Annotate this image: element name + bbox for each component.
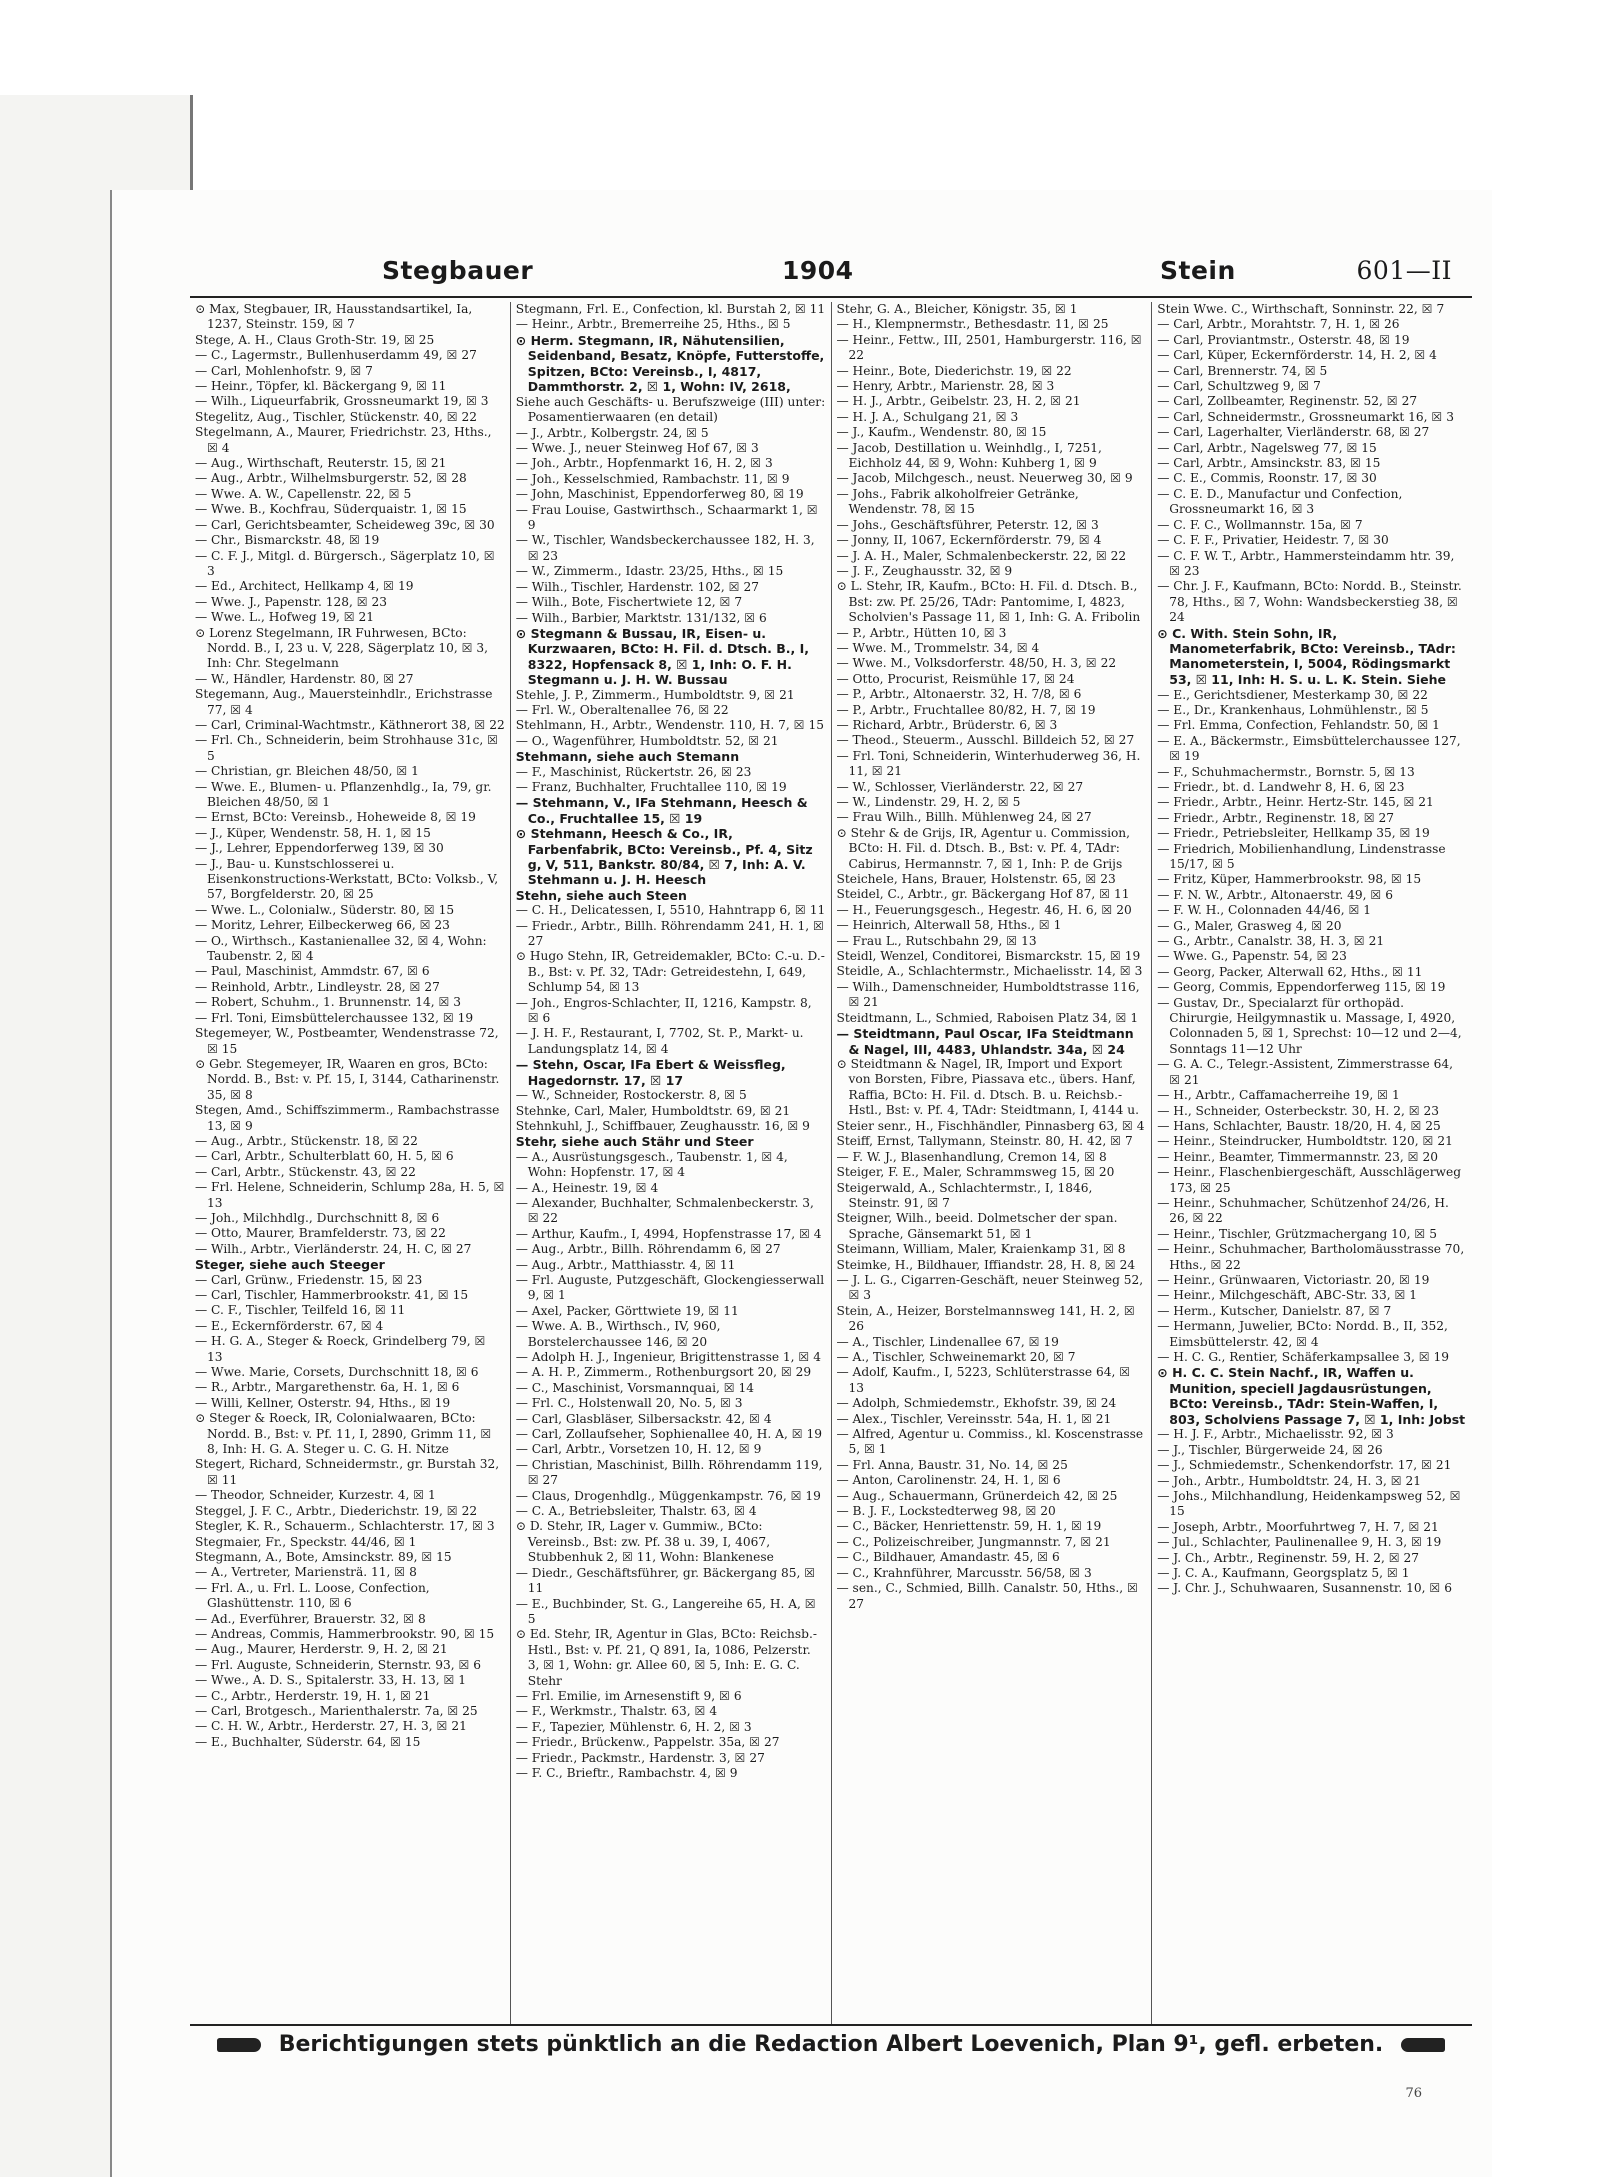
directory-entry: — C., Polizeischreiber, Jungmannstr. 7, ☒ 21 [836,1534,1111,1549]
directory-entry: Steigner, Wilh., beeid. Dolmetscher der span. Sprache, Gänsemarkt 51, ☒ 1 [836,1211,1118,1241]
directory-entry: — Wilh., Liqueurfabrik, Grossneumarkt 19, ☒ 3 [195,394,489,409]
directory-entry: — C., Arbtr., Herderstr. 19, H. 1, ☒ 21 [195,1688,431,1703]
directory-entry: — Friedr., Packmstr., Hardenstr. 3, ☒ 27 [515,1750,765,1765]
directory-entry: — Joh., Arbtr., Humboldtstr. 24, H. 3, ☒ 21 [1157,1473,1422,1488]
directory-entry: Steggel, J. F. C., Arbtr., Diederichstr. 19, ☒ 22 [195,1503,478,1518]
page-header [192,256,1472,296]
directory-entry: — A., Tischler, Lindenallee 67, ☒ 19 [836,1334,1059,1349]
directory-entry: — Andreas, Commis, Hammerbrookstr. 90, ☒ 15 [195,1626,495,1641]
directory-entry: — Steidtmann, Paul Oscar, IFa Steidtmann & Nagel, III, 4483, Uhlandstr. 34a, ☒ 24 [836,1026,1134,1057]
directory-entry: — Jacob, Milchgesch., neust. Neuerweg 30, ☒ 9 [836,471,1133,486]
directory-entry: — Frl. Auguste, Putzgeschäft, Glockengiesserwall 9, ☒ 1 [515,1272,825,1303]
directory-entry: — J. F., Zeughausstr. 32, ☒ 9 [836,563,1013,578]
directory-entry: — Frl. Anna, Baustr. 31, No. 14, ☒ 25 [836,1457,1068,1472]
directory-entry: ⊙ D. Stehr, IR, Lager v. Gummiw., BCto: Vereinsb., Bst: zw. Pf. 38 u. 39, I, 4067, Stubbenhuk 2, ☒ 11, Wohn: Blankenese [515,1519,774,1565]
directory-entry: — Wwe. J., Papenstr. 128, ☒ 23 [195,594,388,609]
directory-entry: — C., Lagermstr., Bullenhuserdamm 49, ☒ 27 [195,348,477,363]
directory-entry: ⊙ Steidtmann & Nagel, IR, Import und Export von Borsten, Fibre, Piassava etc., übers. Hanf, Raffia, BCto: H. Fil. d. Dtsch. B. u. Reichsb.-Hstl., Bst: v. Pf. 4, TAdr: Steidtmann, I, 4144 u. [836,1056,1139,1118]
directory-entry: — Carl, Mohlenhofstr. 9, ☒ 7 [195,363,373,378]
directory-entry: — R., Arbtr., Margarethenstr. 6a, H. 1, ☒ 6 [195,1380,460,1395]
directory-entry: — Otto, Maurer, Bramfelderstr. 73, ☒ 22 [195,1226,446,1241]
header-rule [190,296,1472,298]
directory-entry: Stegert, Richard, Schneidermstr., gr. Burstah 32, ☒ 11 [195,1457,500,1487]
directory-entry: — Frau Louise, Gastwirthsch., Schaarmarkt 1, ☒ 9 [515,502,818,533]
footer-notice [190,2032,1472,2068]
directory-entry: — Wwe. M., Trommelstr. 34, ☒ 4 [836,640,1040,655]
directory-entry: — Carl, Arbtr., Nagelsweg 77, ☒ 15 [1157,440,1377,455]
directory-entry: — Carl, Gerichtsbeamter, Scheideweg 39c, ☒ 30 [195,517,495,532]
header-year: 1904 [782,256,854,285]
directory-entry: Steichele, Hans, Brauer, Holstenstr. 65, ☒ 23 [836,872,1116,887]
directory-entry: — A. H. P., Zimmerm., Rothenburgsort 20, ☒ 29 [515,1365,812,1380]
directory-entry: ⊙ H. C. C. Stein Nachf., IR, Waffen u. Munition, speciell Jagdausrüstungen, BCto: Vereinsb., TAdr: Stein-Waffen, I, 803, Scholviens Passage 7, ☒ 1, Inh: Jobst [1157,1365,1466,1427]
header-left-name: Stegbauer [382,256,534,285]
directory-entry: Steimann, William, Maler, Kraienkamp 31, ☒ 8 [836,1242,1126,1257]
directory-entry: — John, Maschinist, Eppendorferweg 80, ☒ 19 [515,487,804,502]
pointing-hand-icon [1401,2038,1445,2052]
directory-entry: — Heinr., Grünwaaren, Victoriastr. 20, ☒ 19 [1157,1272,1430,1287]
directory-entry: — C., Krahnführer, Marcusstr. 56/58, ☒ 3 [836,1565,1092,1580]
directory-entry: — C., Bäcker, Henriettenstr. 59, H. 1, ☒ 19 [836,1519,1102,1534]
directory-entry: ⊙ L. Stehr, IR, Kaufm., BCto: H. Fil. d. Dtsch. B., Bst: zw. Pf. 25/26, TAdr: Pantomime, I, 4823, Scholvien's Passage 11, ☒ 1, Inh: G. A. Fribolin [836,579,1141,625]
directory-entry: — J. H. F., Restaurant, I, 7702, St. P., Markt- u. Landungsplatz 14, ☒ 4 [515,1026,804,1056]
directory-entry: — E., Buchhalter, Süderstr. 64, ☒ 15 [195,1734,421,1749]
directory-entry: — Frau Wilh., Billh. Mühlenweg 24, ☒ 27 [836,810,1092,825]
directory-entry: — Carl, Brennerstr. 74, ☒ 5 [1157,363,1328,378]
directory-entry: — E. A., Bäckermstr., Eimsbüttelerchaussee 127, ☒ 19 [1157,733,1461,764]
directory-entry: — Axel, Packer, Görttwiete 19, ☒ 11 [515,1303,739,1318]
directory-entry: ⊙ Gebr. Stegemeyer, IR, Waaren en gros, BCto: Nordd. B., Bst: v. Pf. 15, I, 3144, Catharinenstr. 35, ☒ 8 [195,1056,500,1102]
directory-entry: — sen., C., Schmied, Billh. Canalstr. 50, Hths., ☒ 27 [836,1581,1138,1611]
directory-entry: — Wwe. B., Kochfrau, Süderquaistr. 1, ☒ 15 [195,502,467,517]
directory-entry: — Carl, Arbtr., Stückenstr. 43, ☒ 22 [195,1164,416,1179]
directory-entry: — Wilh., Arbtr., Vierländerstr. 24, H. C, ☒ 27 [195,1241,472,1256]
directory-entry: — Aug., Schauermann, Grünerdeich 42, ☒ 25 [836,1488,1118,1503]
directory-entry: — Heinr., Schuhmacher, Schützenhof 24/26, H. 26, ☒ 22 [1157,1195,1449,1226]
directory-entry: Steigerwald, A., Schlachtermstr., I, 1846, Steinstr. 91, ☒ 7 [836,1180,1093,1210]
directory-entry: — E., Gerichtsdiener, Mesterkamp 30, ☒ 22 [1157,687,1428,702]
directory-entry: — Friedrich, Mobilienhandlung, Lindenstrasse 15/17, ☒ 5 [1157,841,1446,871]
directory-entry: Stehr, siehe auch Stähr und Steer [515,1134,754,1150]
directory-entry: — J., Arbtr., Kolbergstr. 24, ☒ 5 [515,425,709,440]
directory-entry: ⊙ Hugo Stehn, IR, Getreidemakler, BCto: C.-u. D.-B., Bst: v. Pf. 32, TAdr: Getreidestehn, I, 649, Schlump 54, ☒ 13 [515,949,825,995]
directory-entry: Stehnke, Carl, Maler, Humboldtstr. 69, ☒ 21 [515,1103,791,1118]
directory-entry: Steimke, H., Bildhauer, Iffiandstr. 28, H. 8, ☒ 24 [836,1257,1136,1272]
directory-entry: Siehe auch Geschäfts- u. Berufszweige (III) unter: Posamentierwaaren (en detail) [515,394,826,425]
directory-entry: — Carl, Arbtr., Vorsetzen 10, H. 12, ☒ 9 [515,1442,762,1457]
directory-entry: Stege, A. H., Claus Groth-Str. 19, ☒ 25 [195,332,435,347]
directory-entry: — Georg, Commis, Eppendorferweg 115, ☒ 19 [1157,980,1446,995]
pointing-hand-icon [217,2038,261,2052]
directory-entry: — A., Tischler, Schweinemarkt 20, ☒ 7 [836,1350,1076,1364]
header-page-number: 601—II [1356,256,1452,285]
directory-entry: — Robert, Schuhm., 1. Brunnenstr. 14, ☒ 3 [195,995,462,1010]
directory-entry: — A., Vertreter, Mariensträ. 11, ☒ 8 [195,1565,417,1580]
directory-entry: — W., Schlosser, Vierländerstr. 22, ☒ 27 [836,779,1084,794]
directory-entry: — Carl, Grünw., Friedenstr. 15, ☒ 23 [195,1272,423,1287]
directory-entry: — Heinr., Tischler, Grützmachergang 10, ☒ 5 [1157,1226,1437,1241]
directory-entry: — Joh., Arbtr., Hopfenmarkt 16, H. 2, ☒ 3 [515,456,773,471]
directory-entry: — E., Buchbinder, St. G., Langereihe 65, H. A, ☒ 5 [515,1596,816,1626]
column-3 [831,302,1152,2024]
directory-entry: — Joh., Milchhdlg., Durchschnitt 8, ☒ 6 [195,1210,440,1225]
footer-text: Berichtigungen stets pünktlich an die Redaction Albert Loevenich, Plan 9¹, gefl. erbeten. [278,2032,1384,2057]
directory-entry: — C., Maschinist, Vorsmannquai, ☒ 14 [515,1380,755,1395]
directory-entry: — Carl, Arbtr., Morahtstr. 7, H. 1, ☒ 26 [1157,317,1400,332]
directory-entry: — Alfred, Agentur u. Commiss., kl. Koscenstrasse 5, ☒ 1 [836,1427,1144,1457]
directory-entry: — Johs., Geschäftsführer, Peterstr. 12, ☒ 3 [836,517,1099,532]
directory-entry: — Gustav, Dr., Specialarzt für orthopäd. Chirurgie, Heilgymnastik u. Massage, I, 4920, Colonnaden 5, ☒ 1, Sprechst: 10—12 und 2—4, Sonntags 11—12 Uhr [1157,995,1462,1056]
directory-entry: — Friedr., Arbtr., Reginenstr. 18, ☒ 27 [1157,810,1394,825]
directory-entry: ⊙ Stehmann, Heesch & Co., IR, Farbenfabrik, BCto: Vereinsb., Pf. 4, Sitz g, V, 511, Bankstr. 80/84, ☒ 7, Inh: A. V. Stehmann u. J. H. Heesch [515,826,813,888]
directory-entry: — Wwe. A. W., Capellenstr. 22, ☒ 5 [195,486,412,501]
directory-entry: — Friedr., bt. d. Landwehr 8, H. 6, ☒ 23 [1157,779,1405,794]
directory-entry: — Joseph, Arbtr., Moorfuhrtweg 7, H. 7, ☒ 21 [1157,1519,1439,1534]
directory-entry: — Heinr., Bote, Diederichstr. 19, ☒ 22 [836,363,1072,378]
directory-entry: — Jacob, Destillation u. Weinhdlg., I, 7251, Eichholz 44, ☒ 9, Wohn: Kuhberg 1, ☒ 9 [836,440,1102,471]
directory-entry: — Frl. A., u. Frl. L. Loose, Confection, Glashüttenstr. 110, ☒ 6 [195,1580,430,1611]
directory-entry: — J. A. H., Maler, Schmalenbeckerstr. 22, ☒ 22 [836,548,1127,563]
directory-entry: — Wwe. J., neuer Steinweg Hof 67, ☒ 3 [515,441,759,456]
directory-entry: — F., Tapezier, Mühlenstr. 6, H. 2, ☒ 3 [515,1719,752,1734]
directory-entry: — Carl, Zollbeamter, Reginenstr. 52, ☒ 27 [1157,394,1418,409]
directory-entry: — Franz, Buchhalter, Fruchtallee 110, ☒ 19 [515,779,787,794]
directory-entry: — Frau L., Rutschbahn 29, ☒ 13 [836,933,1037,948]
directory-entry: — Carl, Küper, Eckernförderstr. 14, H. 2, ☒ 4 [1157,348,1437,363]
directory-entry: — Carl, Proviantmstr., Osterstr. 48, ☒ 19 [1157,332,1410,347]
directory-entry: ⊙ Stegmann & Bussau, IR, Eisen- u. Kurzwaaren, BCto: H. Fil. d. Dtsch. B., I, 8322, Hopfensack 8, ☒ 1, Inh: O. F. H. Stegmann u. J. H. W. Bussau [515,625,810,688]
directory-entry: — J., Kaufm., Wendenstr. 80, ☒ 15 [836,425,1047,440]
header-right-name: Stein [1160,256,1236,285]
directory-entry: — F. W. J., Blasenhandlung, Cremon 14, ☒ 8 [836,1149,1107,1164]
directory-entry: — Frl. Auguste, Schneiderin, Sternstr. 93, ☒ 6 [195,1657,482,1672]
directory-entry: — Frl. Ch., Schneiderin, beim Strohhause 31c, ☒ 5 [195,733,499,763]
directory-entry: — F. C., Brieftr., Rambachstr. 4, ☒ 9 [515,1765,738,1780]
directory-entry: — Carl, Brotgesch., Marienthalerstr. 7a, ☒ 25 [195,1703,478,1718]
directory-entry: — F. N. W., Arbtr., Altonaerstr. 49, ☒ 6 [1157,887,1393,902]
directory-entry: Stegen, Amd., Schiffszimmerm., Rambachstrasse 13, ☒ 9 [195,1103,500,1133]
directory-entry: Stehle, J. P., Zimmerm., Humboldtstr. 9, ☒ 21 [515,687,795,702]
directory-entry: — Fritz, Küper, Hammerbrookstr. 98, ☒ 15 [1157,872,1422,887]
directory-entry: ⊙ C. With. Stein Sohn, IR, Manometerfabrik, BCto: Vereinsb., TAdr: Manometerstein, I, 5004, Rödingsmarkt 53, ☒ 11, Inh: H. S. u. L. K. Stein. Siehe [1157,625,1456,687]
directory-entry: — Frl. Toni, Eimsbüttelerchaussee 132, ☒ 19 [195,1010,474,1025]
directory-entry: — P., Arbtr., Altonaerstr. 32, H. 7/8, ☒ 6 [836,687,1082,702]
directory-entry: — Adolph, Schmiedemstr., Ekhofstr. 39, ☒ 24 [836,1396,1117,1411]
directory-entry: — Christian, gr. Bleichen 48/50, ☒ 1 [195,764,419,779]
directory-entry: — Alexander, Buchhalter, Schmalenbeckerstr. 3, ☒ 22 [515,1195,814,1226]
directory-entry: — Heinr., Arbtr., Bremerreihe 25, Hths., ☒ 5 [515,317,791,332]
column-1 [190,302,510,2024]
directory-entry: Stehmann, siehe auch Stemann [515,749,740,765]
directory-entry: — Heinr., Steindrucker, Humboldtstr. 120, ☒ 21 [1157,1134,1453,1149]
directory-entry: — C. E. D., Manufactur und Confection, Grossneumarkt 16, ☒ 3 [1157,486,1403,517]
directory-entry: — J., Küper, Wendenstr. 58, H. 1, ☒ 15 [195,825,431,840]
directory-entry: — Heinr., Flaschenbiergeschäft, Ausschlägerweg 173, ☒ 25 [1157,1165,1462,1195]
directory-entry: — Anton, Carolinenstr. 24, H. 1, ☒ 6 [836,1473,1061,1488]
directory-entry: — C. F. F., Privatier, Heidestr. 7, ☒ 30 [1157,533,1389,548]
directory-entry: — Carl, Arbtr., Schulterblatt 60, H. 5, ☒ 6 [195,1149,454,1164]
directory-entry: — Carl, Lagerhalter, Vierländerstr. 68, ☒ 27 [1157,425,1430,440]
directory-entry: — Wwe. L., Hofweg 19, ☒ 21 [195,610,375,625]
directory-entry: — Frl. Helene, Schneiderin, Schlump 28a, H. 5, ☒ 13 [195,1180,505,1210]
directory-entry: — Aug., Maurer, Herderstr. 9, H. 2, ☒ 21 [195,1642,448,1657]
directory-entry: Stehnkuhl, J., Schiffbauer, Zeughausstr. 16, ☒ 9 [515,1118,810,1133]
directory-entry: — P., Arbtr., Hütten 10, ☒ 3 [836,625,1007,640]
directory-entry: — O., Wagenführer, Humboldtstr. 52, ☒ 21 [515,733,779,748]
directory-entry: — Wilh., Barbier, Marktstr. 131/132, ☒ 6 [515,610,767,625]
directory-entry: — Arthur, Kaufm., I, 4994, Hopfenstrasse 17, ☒ 4 [515,1226,822,1241]
directory-entry: — W., Tischler, Wandsbeckerchaussee 182, H. 3, ☒ 23 [515,533,815,563]
directory-entry: — Aug., Wirthschaft, Reuterstr. 15, ☒ 21 [195,456,447,471]
directory-entry: — Friedr., Petriebsleiter, Hellkamp 35, ☒ 19 [1157,826,1430,841]
directory-entry: Steidl, Wenzel, Conditorei, Bismarckstr. 15, ☒ 19 [836,949,1141,964]
directory-entry: — G. A. C., Telegr.-Assistent, Zimmerstrasse 64, ☒ 21 [1157,1057,1454,1087]
directory-entry: Stegmann, A., Bote, Amsinckstr. 89, ☒ 15 [195,1549,452,1564]
directory-entry: — C. F., Tischler, Teilfeld 16, ☒ 11 [195,1303,406,1318]
directory-entry: Steiger, F. E., Maler, Schrammsweg 15, ☒ 20 [836,1165,1115,1180]
directory-entry: Stegmaier, Fr., Speckstr. 44/46, ☒ 1 [195,1534,417,1549]
directory-entry: — H., Klempnermstr., Bethesdastr. 11, ☒ 25 [836,317,1109,332]
directory-entry: — H., Feuerungsgesch., Hegestr. 46, H. 6, ☒ 20 [836,902,1132,917]
directory-entry: ⊙ Steger & Roeck, IR, Colonialwaaren, BCto: Nordd. B., Bst: v. Pf. 11, I, 2890, Grimm 11, ☒ 8, Inh: H. G. A. Steger u. C. G. H. Nitze [195,1411,492,1457]
directory-entry: — E., Dr., Krankenhaus, Lohmühlenstr., ☒ 5 [1157,702,1429,717]
directory-entry: — W., Händler, Hardenstr. 80, ☒ 27 [195,671,414,686]
directory-entry: Stegelmann, A., Maurer, Friedrichstr. 23, Hths., ☒ 4 [195,425,492,455]
directory-entry: — J. L. G., Cigarren-Geschäft, neuer Steinweg 52, ☒ 3 [836,1272,1144,1303]
directory-entry: Steiff, Ernst, Tallymann, Steinstr. 80, H. 42, ☒ 7 [836,1134,1133,1149]
directory-entry: Steger, siehe auch Steeger [195,1257,385,1273]
directory-entry: Stegelitz, Aug., Tischler, Stückenstr. 40, ☒ 22 [195,409,478,424]
directory-entry: — H., Schneider, Osterbeckstr. 30, H. 2, ☒ 23 [1157,1103,1440,1118]
column-4 [1151,302,1472,2024]
directory-entry: — C. A., Betriebsleiter, Thalstr. 63, ☒ 4 [515,1504,757,1519]
directory-entry: — Stehmann, V., IFa Stehmann, Heesch & Co., Fruchtallee 15, ☒ 19 [515,795,808,826]
directory-entry: — Wwe., A. D. S., Spitalerstr. 33, H. 13, ☒ 1 [195,1673,467,1688]
directory-entry: — Friedr., Arbtr., Heinr. Hertz-Str. 145, ☒ 21 [1157,795,1434,810]
directory-entry: — C., Bildhauer, Amandastr. 45, ☒ 6 [836,1550,1060,1565]
directory-entry: Stehlmann, H., Arbtr., Wendenstr. 110, H. 7, ☒ 15 [515,718,824,733]
directory-entry: — Stehn, Oscar, IFa Ebert & Weissfleg, Hagedornstr. 17, ☒ 17 [515,1057,786,1088]
directory-entry: — Richard, Arbtr., Brüderstr. 6, ☒ 3 [836,717,1058,732]
directory-entry: — Wwe. L., Colonialw., Süderstr. 80, ☒ 15 [195,902,455,917]
directory-entry: Stehr, G. A., Bleicher, Königstr. 35, ☒ 1 [836,302,1078,316]
directory-entry: — Heinr., Fettw., III, 2501, Hamburgerstr. 116, ☒ 22 [836,332,1142,363]
directory-entry: — Carl, Glasbläser, Silbersackstr. 42, ☒ 4 [515,1411,772,1426]
directory-entry: — H. J., Arbtr., Geibelstr. 23, H. 2, ☒ 21 [836,394,1081,409]
directory-entry: — Aug., Arbtr., Billh. Röhrendamm 6, ☒ 27 [515,1242,781,1257]
directory-entry: — Adolph H. J., Ingenieur, Brigittenstrasse 1, ☒ 4 [515,1350,821,1364]
directory-entry: Stein Wwe. C., Wirthschaft, Sonninstr. 22, ☒ 7 [1157,302,1445,316]
directory-entry: — Paul, Maschinist, Ammdstr. 67, ☒ 6 [195,964,430,979]
directory-entry: — Aug., Arbtr., Stückenstr. 18, ☒ 22 [195,1133,418,1148]
directory-entry: — Adolf, Kaufm., I, 5223, Schlüterstrasse 64, ☒ 13 [836,1365,1131,1395]
directory-entry: — C. F. C., Wollmannstr. 15a, ☒ 7 [1157,517,1363,532]
directory-entry: — A., Ausrüstungsgesch., Taubenstr. 1, ☒ 4, Wohn: Hopfenstr. 17, ☒ 4 [515,1149,788,1180]
directory-entry: — Frl. Emilie, im Arnesenstift 9, ☒ 6 [515,1688,742,1703]
directory-entry: — Wilh., Damenschneider, Humboldtstrasse 116, ☒ 21 [836,979,1140,1010]
directory-entry: — Chr., Bismarckstr. 48, ☒ 19 [195,533,380,548]
directory-entry: — Joh., Kesselschmied, Rambachstr. 11, ☒ 9 [515,471,790,486]
directory-entry: — Aug., Arbtr., Wilhelmsburgerstr. 52, ☒ 28 [195,471,467,486]
directory-page [112,190,1492,2177]
column-2 [510,302,831,2024]
directory-entry: — H. J. A., Schulgang 21, ☒ 3 [836,409,1019,424]
directory-entry: — F., Schuhmachermstr., Bornstr. 5, ☒ 13 [1157,764,1415,779]
directory-entry: — Diedr., Geschäftsführer, gr. Bäckergang 85, ☒ 11 [515,1565,816,1596]
directory-entry: — C. E., Commis, Roonstr. 17, ☒ 30 [1157,471,1377,486]
directory-entry: — Wwe. M., Volksdorferstr. 48/50, H. 3, ☒ 22 [836,656,1117,671]
directory-entry: — Moritz, Lehrer, Eilbeckerweg 66, ☒ 23 [195,918,450,933]
directory-entry: Stegemann, Aug., Mauersteinhdlr., Erichstrasse 77, ☒ 4 [195,687,493,717]
directory-entry: — H. G. A., Steger & Roeck, Grindelberg 79, ☒ 13 [195,1334,486,1364]
directory-entry: — Joh., Engros-Schlachter, II, 1216, Kampstr. 8, ☒ 6 [515,995,812,1026]
directory-entry: Steier senr., H., Fischhändler, Pinnasberg 63, ☒ 4 [836,1118,1145,1133]
directory-entry: — Frl. W., Oberaltenallee 76, ☒ 22 [515,702,729,717]
directory-entry: — Christian, Maschinist, Billh. Röhrendamm 119, ☒ 27 [515,1457,823,1488]
directory-entry: Steidle, A., Schlachtermstr., Michaelisstr. 14, ☒ 3 [836,964,1143,979]
directory-entry: Steidtmann, L., Schmied, Raboisen Platz 34, ☒ 1 [836,1010,1139,1025]
directory-entry: — Heinr., Milchgeschäft, ABC-Str. 33, ☒ 1 [1157,1288,1418,1303]
directory-entry: — A., Heinestr. 19, ☒ 4 [515,1180,659,1195]
directory-entry: — H., Arbtr., Caffamacherreihe 19, ☒ 1 [1157,1088,1400,1103]
directory-entry: — Ad., Everführer, Brauerstr. 32, ☒ 8 [195,1611,426,1626]
directory-entry: — Frl. Emma, Confection, Fehlandstr. 50, ☒ 1 [1157,718,1440,733]
directory-entry: — Georg, Packer, Alterwall 62, Hths., ☒ 11 [1157,964,1423,979]
directory-entry: Steidel, C., Arbtr., gr. Bäckergang Hof 87, ☒ 11 [836,887,1130,902]
directory-entry: ⊙ Max, Stegbauer, IR, Hausstandsartikel, Ia, 1237, Steinstr. 159, ☒ 7 [195,302,473,332]
directory-entry: — H. C. G., Rentier, Schäferkampsallee 3, ☒ 19 [1157,1350,1450,1364]
directory-entry: — Carl, Schneidermstr., Grossneumarkt 16, ☒ 3 [1157,409,1454,424]
directory-entry: — W., Zimmerm., Idastr. 23/25, Hths., ☒ 15 [515,564,784,579]
directory-entry: — Ernst, BCto: Vereinsb., Hoheweide 8, ☒ 19 [195,810,476,825]
directory-entry: ⊙ Stehr & de Grijs, IR, Agentur u. Commission, BCto: H. Fil. d. Dtsch. B., Bst: v. Pf. 4, TAdr: Cabirus, Hermannstr. 7, ☒ 1, Inh: P. de Grijs [836,825,1131,871]
directory-entry: — Otto, Procurist, Reismühle 17, ☒ 24 [836,671,1075,686]
directory-entry: — Jonny, II, 1067, Eckernförderstr. 79, ☒ 4 [836,533,1102,548]
directory-entry: — J., Schmiedemstr., Schenkendorfstr. 17, ☒ 21 [1157,1458,1452,1473]
directory-entry: — Wwe. E., Blumen- u. Pflanzenhdlg., Ia, 79, gr. Bleichen 48/50, ☒ 1 [195,779,492,809]
directory-entry: — Frl. Toni, Schneiderin, Winterhuderweg 36, H. 11, ☒ 21 [836,748,1141,779]
directory-entry: — J. C. A., Kaufmann, Georgsplatz 5, ☒ 1 [1157,1566,1410,1581]
directory-entry: — F., Werkmstr., Thalstr. 63, ☒ 4 [515,1704,718,1719]
directory-entry: — Frl. C., Holstenwall 20, No. 5, ☒ 3 [515,1396,743,1411]
directory-columns [190,302,1472,2024]
directory-entry: — O., Wirthsch., Kastanienallee 32, ☒ 4, Wohn: Taubenstr. 2, ☒ 4 [195,933,487,964]
directory-entry: — Henry, Arbtr., Marienstr. 28, ☒ 3 [836,379,1055,394]
directory-entry: — Carl, Criminal-Wachtmstr., Käthnerort 38, ☒ 22 [195,717,505,732]
directory-entry: — Johs., Milchhandlung, Heidenkampsweg 52, ☒ 15 [1157,1489,1461,1519]
directory-entry: — Friedr., Arbtr., Billh. Röhrendamm 241, H. 1, ☒ 27 [515,918,824,949]
directory-entry: — Wwe. G., Papenstr. 54, ☒ 23 [1157,949,1347,964]
directory-entry: — Hermann, Juwelier, BCto: Nordd. B., II, 352, Eimsbüttelerstr. 42, ☒ 4 [1157,1319,1448,1349]
directory-entry: — Claus, Drogenhdlg., Müggenkampstr. 76, ☒ 19 [515,1488,821,1503]
directory-entry: — Wwe. Marie, Corsets, Durchschnitt 18, ☒ 6 [195,1365,479,1380]
directory-entry: ⊙ Ed. Stehr, IR, Agentur in Glas, BCto: Reichsb.-Hstl., Bst: v. Pf. 21, Q 891, Ia, 1086, Pelzerstr. 3, ☒ 1, Wohn: gr. Allee 60, ☒ 5, Inh: E. G. C. Stehr [515,1627,817,1688]
directory-entry: Stegmann, Frl. E., Confection, kl. Burstah 2, ☒ 11 [515,302,826,316]
directory-entry: Stein, A., Heizer, Borstelmannsweg 141, H. 2, ☒ 26 [836,1303,1135,1334]
directory-entry: — Heinr., Schuhmacher, Bartholomäusstrasse 70, Hths., ☒ 22 [1157,1242,1465,1272]
directory-entry: — Carl, Arbtr., Amsinckstr. 83, ☒ 15 [1157,456,1381,471]
directory-entry: — Theod., Steuerm., Ausschl. Billdeich 52, ☒ 27 [836,733,1135,748]
directory-entry: ⊙ Herm. Stegmann, IR, Nähutensilien, Seidenband, Besatz, Knöpfe, Futterstoffe, Spitzen, BCto: Vereinsb., I, 4817, Dammthorstr. 2, ☒ 1, Wohn: IV, 2618, [515,332,825,395]
directory-entry: — Heinrich, Alterwall 58, Hths., ☒ 1 [836,918,1062,933]
directory-entry: — Willi, Kellner, Osterstr. 94, Hths., ☒ 19 [195,1395,451,1410]
directory-entry: — Wilh., Bote, Fischertwiete 12, ☒ 7 [515,595,743,610]
directory-entry: — J. Ch., Arbtr., Reginenstr. 59, H. 2, ☒ 27 [1157,1550,1420,1565]
directory-entry: — Wwe. A. B., Wirthsch., IV, 960, Borstelerchaussee 146, ☒ 20 [515,1319,721,1349]
directory-entry: — Friedr., Brückenw., Pappelstr. 35a, ☒ 27 [515,1735,780,1750]
directory-entry: — C. F. W. T., Arbtr., Hammersteindamm htr. 39, ☒ 23 [1157,548,1455,578]
directory-entry: — Heinr., Töpfer, kl. Bäckergang 9, ☒ 11 [195,379,447,394]
directory-entry: — Ed., Architect, Hellkamp 4, ☒ 19 [195,579,414,594]
directory-entry: — Hans, Schlachter, Baustr. 18/20, H. 4, ☒ 25 [1157,1118,1441,1133]
sheet-number: 76 [1405,2086,1422,2101]
directory-entry: — Herm., Kutscher, Danielstr. 87, ☒ 7 [1157,1303,1392,1318]
directory-entry: Stegler, K. R., Schauerm., Schlachterstr. 17, ☒ 3 [195,1519,495,1534]
directory-entry: — E., Eckernförderstr. 67, ☒ 4 [195,1318,384,1333]
directory-entry: — J., Bau- u. Kunstschlosserei u. Eisenkonstructions-Werkstatt, BCto: Volksb., V, 57, Borgfelderstr. 20, ☒ 25 [195,856,499,902]
directory-entry: — Heinr., Beamter, Timmermannstr. 23, ☒ 20 [1157,1149,1438,1164]
directory-entry: — J. Chr. J., Schuhwaaren, Susannenstr. 10, ☒ 6 [1157,1581,1452,1596]
directory-entry: — Aug., Arbtr., Matthiasstr. 4, ☒ 11 [515,1257,736,1272]
directory-entry: — C. F. J., Mitgl. d. Bürgersch., Sägerplatz 10, ☒ 3 [195,548,495,578]
directory-entry: — Alex., Tischler, Vereinsstr. 54a, H. 1, ☒ 21 [836,1411,1112,1426]
directory-entry: — J., Lehrer, Eppendorferweg 139, ☒ 30 [195,841,444,856]
directory-entry: — Chr. J. F., Kaufmann, BCto: Nordd. B., Steinstr. 78, Hths., ☒ 7, Wohn: Wandsbeckerstieg 38, ☒ 24 [1157,579,1462,625]
directory-entry: — C. H., Delicatessen, I, 5510, Hahntrapp 6, ☒ 11 [515,903,826,918]
directory-entry: — Carl, Zollaufseher, Sophienallee 40, H. A, ☒ 19 [515,1427,823,1442]
directory-entry: — F., Maschinist, Rückertstr. 26, ☒ 23 [515,764,752,779]
directory-entry: — Carl, Tischler, Hammerbrookstr. 41, ☒ 15 [195,1288,469,1302]
directory-entry: — Reinhold, Arbtr., Lindleystr. 28, ☒ 27 [195,979,440,994]
directory-entry: — P., Arbtr., Fruchtallee 80/82, H. 7, ☒ 19 [836,702,1096,717]
directory-entry: — F. W. H., Colonnaden 44/46, ☒ 1 [1157,903,1372,918]
directory-entry: — W., Schneider, Rostockerstr. 8, ☒ 5 [515,1088,747,1103]
directory-entry: — C. H. W., Arbtr., Herderstr. 27, H. 3, ☒ 21 [195,1719,467,1734]
directory-entry: — G., Arbtr., Canalstr. 38, H. 3, ☒ 21 [1157,934,1385,949]
directory-entry: — W., Lindenstr. 29, H. 2, ☒ 5 [836,795,1021,809]
directory-entry: — Johs., Fabrik alkoholfreier Getränke, Wendenstr. 78, ☒ 15 [836,486,1079,517]
directory-entry: — G., Maler, Grasweg 4, ☒ 20 [1157,918,1342,933]
directory-entry: ⊙ Lorenz Stegelmann, IR Fuhrwesen, BCto: Nordd. B., I, 23 u. V, 228, Sägerplatz 10, ☒ 3, Inh: Chr. Stegelmann [195,625,489,671]
directory-entry: — Theodor, Schneider, Kurzestr. 4, ☒ 1 [195,1488,436,1503]
directory-entry: — Wilh., Tischler, Hardenstr. 102, ☒ 27 [515,579,759,594]
directory-entry: — Jul., Schlachter, Paulinenallee 9, H. 3, ☒ 19 [1157,1535,1442,1550]
directory-entry: — Carl, Schultzweg 9, ☒ 7 [1157,379,1321,394]
directory-entry: Stegemeyer, W., Postbeamter, Wendenstrasse 72, ☒ 15 [195,1026,499,1056]
directory-entry: — J., Tischler, Bürgerweide 24, ☒ 26 [1157,1442,1383,1457]
directory-entry: — B. J. F., Lockstedterweg 98, ☒ 20 [836,1504,1056,1519]
footer-rule [190,2024,1472,2026]
directory-entry: Stehn, siehe auch Steen [515,887,687,903]
directory-entry: — H. J. F., Arbtr., Michaelisstr. 92, ☒ 3 [1157,1427,1394,1442]
